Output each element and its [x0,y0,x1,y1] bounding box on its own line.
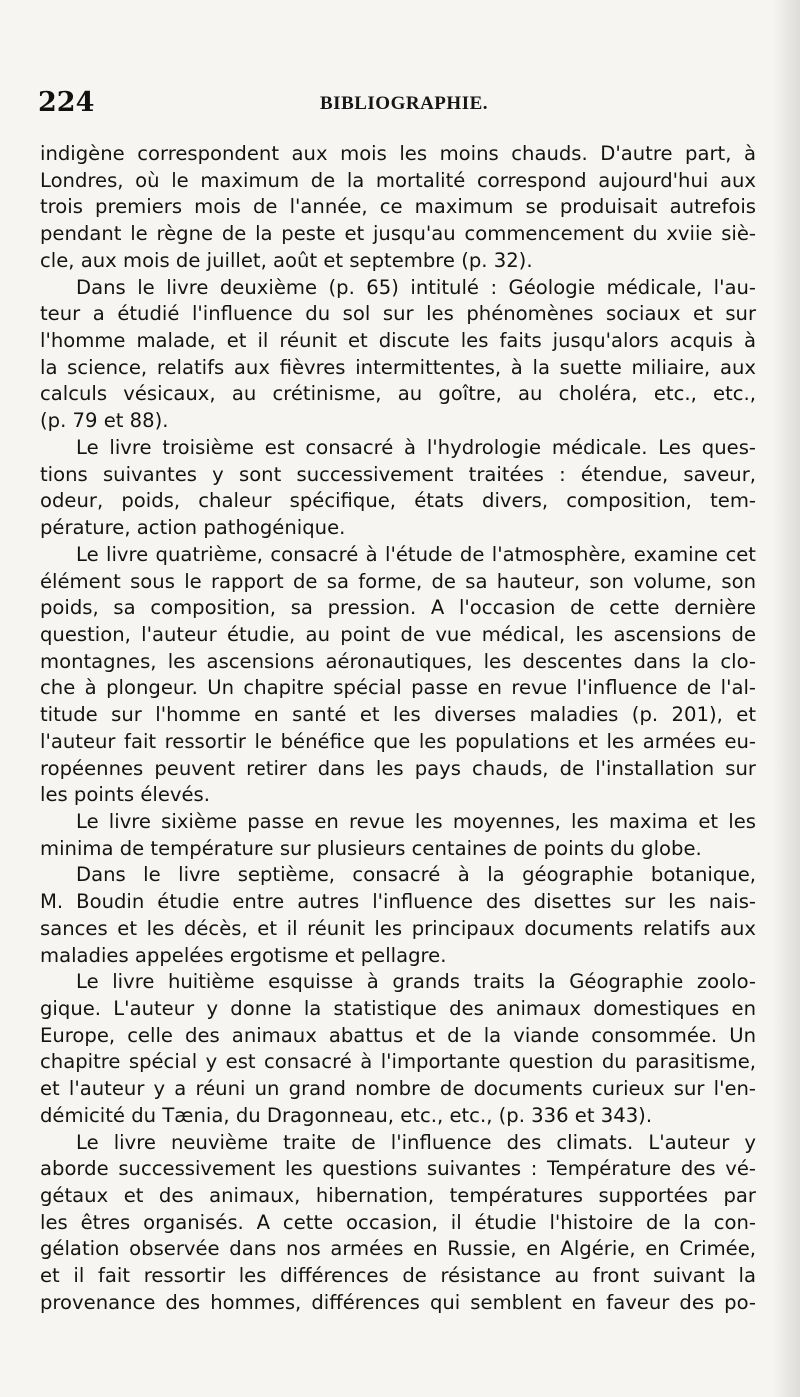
text-line: titude sur l'homme en santé et les diverses maladies (p. 201), et [40,703,756,727]
text-line: gélation observée dans nos armées en Russie, en Algérie, en Crimée, [40,1237,756,1261]
text-line: ropéennes peuvent retirer dans les pays chauds, de l'installation sur [40,756,756,780]
text-line: aborde successivement les questions suivantes : Température des vé- [40,1157,756,1181]
text-line: Le livre troisième est consacré à l'hydrologie médicale. Les ques- [76,435,756,459]
text-line: gique. L'auteur y donne la statistique des animaux domestiques en [40,997,756,1020]
text-line: pendant le règne de la peste et jusqu'au commencement du xviie siè- [40,222,756,246]
text-line: Europe, celle des animaux abattus et de la viande consommée. Un [40,1023,756,1047]
text-line: cle, aux mois de juillet, août et septembre (p. 32). [40,248,533,272]
page-spine-shadow [772,0,800,1397]
text-line: poids, sa composition, sa pression. A l'occasion de cette dernière [40,596,756,620]
body-text [40,141,756,1317]
text-line: les êtres organisés. A cette occasion, il étudie l'histoire de la con- [40,1210,756,1234]
page-number: 224 [38,87,95,118]
text-line: et il fait ressortir les différences de résistance au front suivant la [40,1264,756,1288]
text-line: démicité du Tænia, du Dragonneau, etc., etc., (p. 336 et 343). [40,1103,653,1127]
text-line: tions suivantes y sont successivement traitées : étendue, saveur, [40,462,756,486]
text-line: Le livre neuvième traite de l'influence des climats. L'auteur y [76,1130,756,1154]
text-line: (p. 79 et 88). [40,409,169,433]
text-line: Le livre sixième passe en revue les moyennes, les maxima et les [76,809,756,833]
text-line: indigène correspondent aux mois les moins chauds. D'autre part, à [40,142,756,165]
text-line: calculs vésicaux, au crétinisme, au goître, au choléra, etc., etc., [40,382,756,406]
text-line: montagnes, les ascensions aéronautiques, les descentes dans la clo- [40,649,756,673]
text-line: maladies appelées ergotisme et pellagre. [40,943,447,967]
running-head: BIBLIOGRAPHIE. [320,93,489,114]
text-line: M. Boudin étudie entre autres l'influence des disettes sur les nais- [40,890,756,914]
text-line: odeur, poids, chaleur spécifique, états divers, composition, tem- [40,489,756,513]
page-header [38,86,758,120]
text-line: Le livre huitième esquisse à grands traits la Géographie zoolo- [76,970,756,994]
text-line: minima de température sur plusieurs centaines de points du globe. [40,836,702,860]
text-line: provenance des hommes, différences qui semblent en faveur des po- [40,1290,756,1314]
text-line: gétaux et des animaux, hibernation, températures supportées par [40,1184,756,1208]
text-line: l'homme malade, et il réunit et discute les faits jusqu'alors acquis à [40,329,756,353]
text-line: élément sous le rapport de sa forme, de sa hauteur, son volume, son [40,569,756,593]
text-line: che à plongeur. Un chapitre spécial passe en revue l'influence de l'al- [40,676,756,700]
text-line: Dans le livre deuxième (p. 65) intitulé : Géologie médicale, l'au- [76,275,756,299]
text-line: Londres, où le maximum de la mortalité correspond aujourd'hui aux [40,168,756,192]
text-line: pérature, action pathogénique. [40,516,346,540]
text-line: sances et les décès, et il réunit les principaux documents relatifs aux [40,916,756,940]
text-line: les points élevés. [40,783,210,807]
text-line: la science, relatifs aux fièvres intermittentes, à la suette miliaire, aux [40,355,756,379]
text-line: teur a étudié l'influence du sol sur les phénomènes sociaux et sur [40,302,756,326]
text-line: chapitre spécial y est consacré à l'importante question du parasitisme, [40,1050,756,1074]
text-line: et l'auteur y a réuni un grand nombre de documents curieux sur l'en- [40,1077,756,1101]
text-line: question, l'auteur étudie, au point de vue médical, les ascensions de [40,622,756,646]
text-line: l'auteur fait ressortir le bénéfice que les populations et les armées eu- [40,729,756,753]
text-line: Le livre quatrième, consacré à l'étude de l'atmosphère, examine cet [76,542,756,566]
text-line: trois premiers mois de l'année, ce maximum se produisait autrefois [40,195,756,219]
text-line: Dans le livre septième, consacré à la géographie botanique, [76,863,756,887]
